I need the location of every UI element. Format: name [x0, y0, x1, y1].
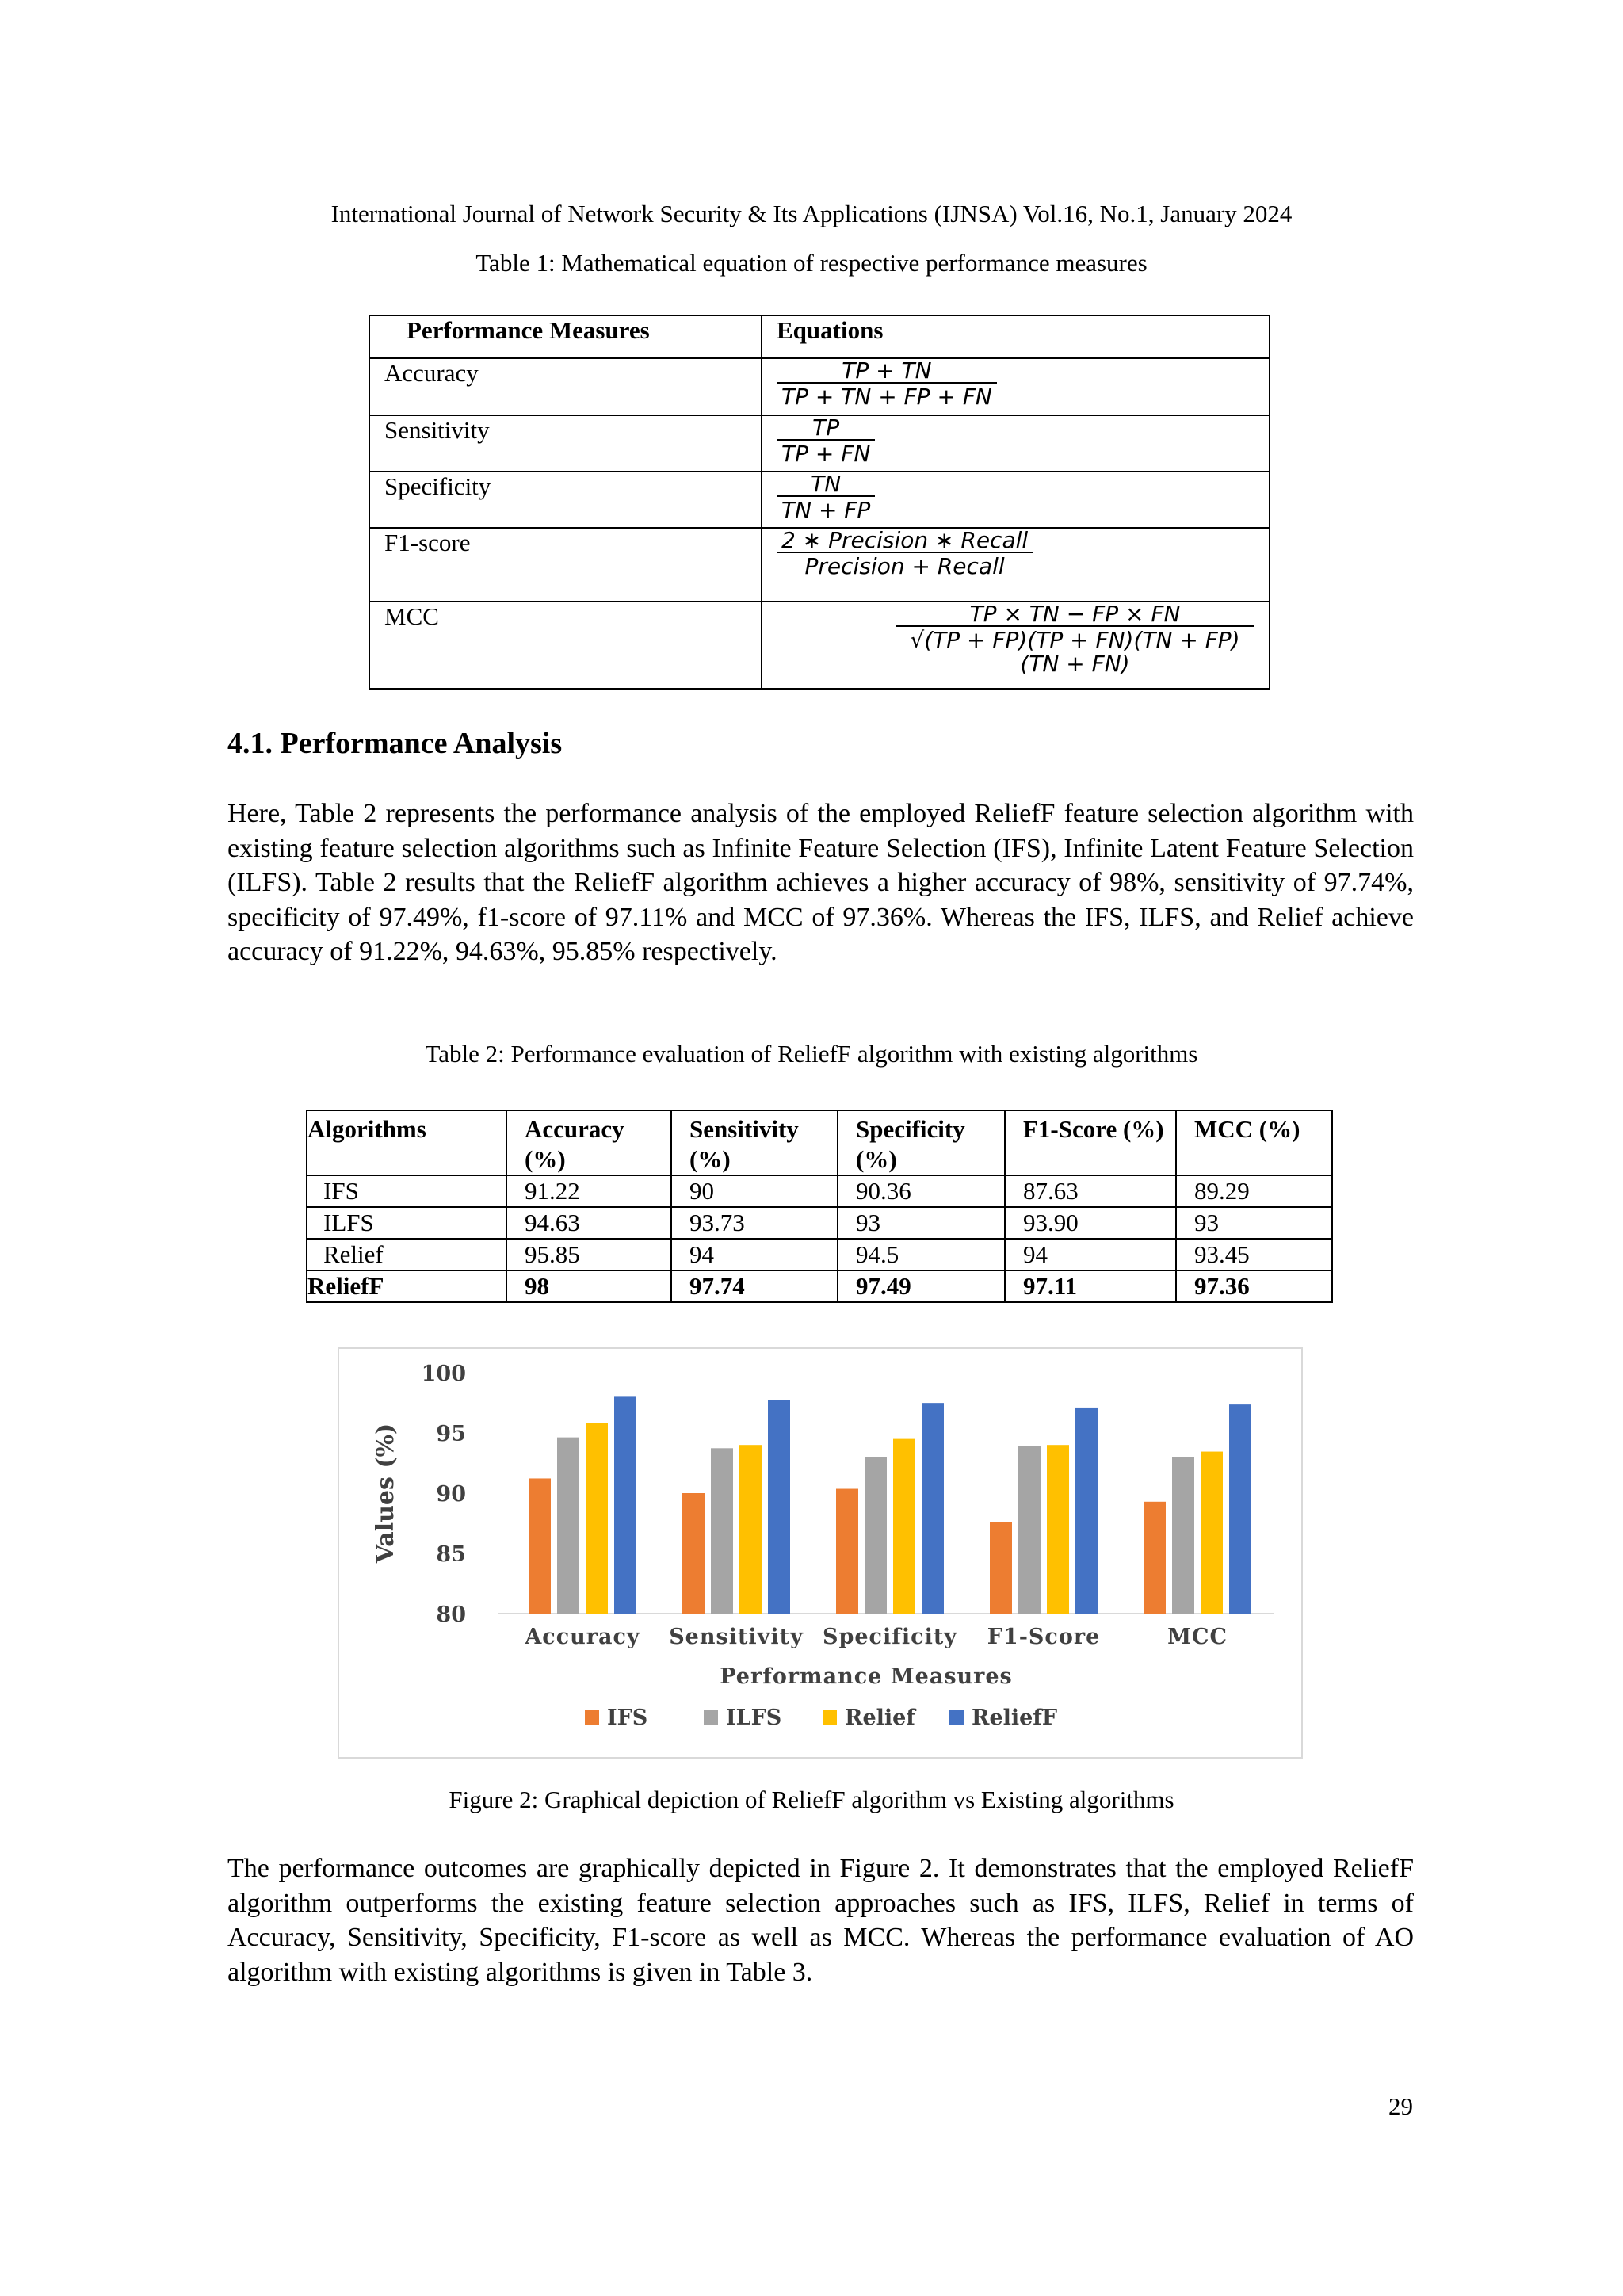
- bar-ifs: [836, 1489, 858, 1614]
- bar-relieff: [614, 1396, 636, 1614]
- x-tick-label: MCC: [1167, 1625, 1228, 1649]
- page-number: 29: [1388, 2092, 1413, 2120]
- table2-cell: 94: [671, 1239, 838, 1270]
- table2-cell: 94.63: [506, 1207, 671, 1239]
- table2-header: F1-Score (%): [1005, 1110, 1176, 1175]
- legend-swatch-ilfs: [704, 1710, 718, 1725]
- table1-header-equation: Equations: [762, 315, 1270, 358]
- legend-swatch-relief: [823, 1710, 837, 1725]
- table2-cell: 87.63: [1005, 1175, 1176, 1207]
- table2-cell: 94.5: [838, 1239, 1005, 1270]
- table1-caption: Table 1: Mathematical equation of respective performance measures: [475, 249, 1148, 277]
- equation: [777, 359, 997, 409]
- table1-measure: Accuracy: [369, 358, 762, 415]
- table2-cell: 97.74: [671, 1270, 838, 1302]
- table2-header: Algorithms: [307, 1110, 506, 1175]
- table2-cell: 97.36: [1176, 1270, 1332, 1302]
- table2-cell: 95.85: [506, 1239, 671, 1270]
- table2-cell: 93: [1176, 1207, 1332, 1239]
- equation-numerator: TN: [811, 471, 842, 497]
- table-row: [307, 1239, 1332, 1270]
- equation-denominator: TP + TN + FP + FN: [777, 382, 997, 408]
- equation: [777, 472, 875, 522]
- bar-relief: [739, 1445, 762, 1614]
- journal-header: International Journal of Network Security & Its Applications (IJNSA) Vol.16, No.1, January 2024: [330, 200, 1293, 227]
- equation-denominator: Precision + Recall: [777, 552, 1033, 578]
- table2-cell: 93.45: [1176, 1239, 1332, 1270]
- y-tick-label: 95: [436, 1422, 466, 1446]
- bar-ifs: [990, 1522, 1012, 1614]
- table2-cell: 97.49: [838, 1270, 1005, 1302]
- legend-label: ReliefF: [972, 1706, 1058, 1730]
- y-tick-label: 80: [436, 1603, 466, 1627]
- bar-relief: [586, 1423, 608, 1614]
- table2-cell: IFS: [307, 1175, 506, 1207]
- table2-cell: 93: [838, 1207, 1005, 1239]
- bar-chart-svg: [339, 1349, 1301, 1757]
- y-tick-label: 90: [436, 1482, 466, 1507]
- bar-ilfs: [557, 1438, 579, 1614]
- table1-measure: MCC: [369, 602, 762, 689]
- table-row: [307, 1175, 1332, 1207]
- bar-ilfs: [865, 1457, 887, 1614]
- table2-header: Sensitivity (%): [671, 1110, 838, 1175]
- equation-numerator: TP × TN − FP × FN: [969, 601, 1181, 627]
- table-row: [307, 1270, 1332, 1302]
- table2-cell: 94: [1005, 1239, 1176, 1270]
- equation-numerator: TP: [812, 415, 840, 441]
- table2-cell: 90: [671, 1175, 838, 1207]
- legend-swatch-ifs: [585, 1710, 599, 1725]
- bar-relief: [1201, 1452, 1223, 1614]
- table2-cell: 90.36: [838, 1175, 1005, 1207]
- table1: [369, 315, 1270, 690]
- table2: [306, 1110, 1333, 1303]
- table-row: [307, 1207, 1332, 1239]
- figure-caption: Figure 2: Graphical depiction of ReliefF algorithm vs Existing algorithms: [449, 1786, 1174, 1813]
- table1-measure: Specificity: [369, 472, 762, 528]
- table2-cell: Relief: [307, 1239, 506, 1270]
- table2-cell: 91.22: [506, 1175, 671, 1207]
- equation-denominator: √(TP + FP)(TP + FN)(TN + FP)(TN + FN): [896, 625, 1254, 675]
- table1-measure: F1-score: [369, 528, 762, 602]
- bar-ilfs: [711, 1448, 733, 1614]
- paragraph-1: Here, Table 2 represents the performance analysis of the employed ReliefF feature selection algorithm with existing feature selection algorithms such as Infinite Feature Selection (IFS), Infinite Latent Feature Selection (ILFS). Table 2 results that the ReliefF algorithm achieves a higher accuracy of 98%, sensitivity of 97.74%, specificity of 97.49%, f1-score of 97.11% and MCC of 97.36%. Whereas the IFS, ILFS, and Relief achieve accuracy of 91.22%, 94.63%, 95.85% respectively.: [227, 799, 1414, 966]
- equation-numerator: 2 ∗ Precision ∗ Recall: [781, 527, 1029, 553]
- x-tick-label: Specificity: [823, 1625, 957, 1649]
- table2-caption: Table 2: Performance evaluation of ReliefF algorithm with existing algorithms: [425, 1040, 1198, 1068]
- table1-measure: Sensitivity: [369, 415, 762, 472]
- section-heading: 4.1. Performance Analysis: [227, 727, 563, 760]
- bar-ilfs: [1172, 1457, 1194, 1614]
- table2-cell: 97.11: [1005, 1270, 1176, 1302]
- equation: [777, 602, 1254, 675]
- legend-swatch-relieff: [949, 1710, 964, 1725]
- y-tick-label: 100: [421, 1362, 466, 1386]
- table2-cell: 89.29: [1176, 1175, 1332, 1207]
- legend-label: Relief: [845, 1706, 915, 1730]
- table2-cell: ILFS: [307, 1207, 506, 1239]
- x-tick-label: Sensitivity: [669, 1625, 804, 1649]
- bar-relief: [1047, 1445, 1069, 1614]
- bar-relief: [893, 1439, 915, 1614]
- bar-relieff: [1075, 1408, 1098, 1614]
- y-axis-title: Values (%): [372, 1423, 399, 1564]
- equation-denominator: TP + FN: [777, 439, 875, 465]
- table2-cell: 98: [506, 1270, 671, 1302]
- equation-numerator: TP + TN: [842, 357, 932, 384]
- y-tick-label: 85: [436, 1542, 466, 1567]
- equation: [777, 529, 1033, 579]
- legend-label: IFS: [607, 1706, 648, 1730]
- bar-relieff: [768, 1400, 790, 1614]
- table2-cell: 93.90: [1005, 1207, 1176, 1239]
- bar-ilfs: [1018, 1446, 1041, 1614]
- bar-relieff: [1229, 1404, 1251, 1614]
- table2-header: MCC (%): [1176, 1110, 1332, 1175]
- table2-cell: ReliefF: [307, 1270, 506, 1302]
- bar-ifs: [1144, 1502, 1166, 1614]
- table2-header: Specificity (%): [838, 1110, 1005, 1175]
- equation-denominator: TN + FP: [777, 495, 875, 521]
- x-tick-label: F1-Score: [987, 1625, 1101, 1649]
- bar-ifs: [682, 1493, 705, 1614]
- bar-ifs: [529, 1478, 551, 1614]
- paragraph-2: The performance outcomes are graphically depicted in Figure 2. It demonstrates that the employed ReliefF algorithm outperforms the existing feature selection approaches such as IFS, ILFS, Relief in terms of Accuracy, Sensitivity, Specificity, F1-score as well as MCC. Whereas the performance evaluation of AO algorithm with existing algorithms is given in Table 3.: [227, 1854, 1414, 1987]
- equation: [777, 416, 875, 466]
- x-tick-label: Accuracy: [525, 1625, 640, 1649]
- table1-header-measure: Performance Measures: [369, 315, 762, 358]
- bar-relieff: [922, 1403, 944, 1614]
- figure-2-chart: [338, 1347, 1303, 1759]
- table2-cell: 93.73: [671, 1207, 838, 1239]
- x-axis-title: Performance Measures: [720, 1664, 1013, 1689]
- legend-label: ILFS: [726, 1706, 782, 1730]
- table2-header: Accuracy (%): [506, 1110, 671, 1175]
